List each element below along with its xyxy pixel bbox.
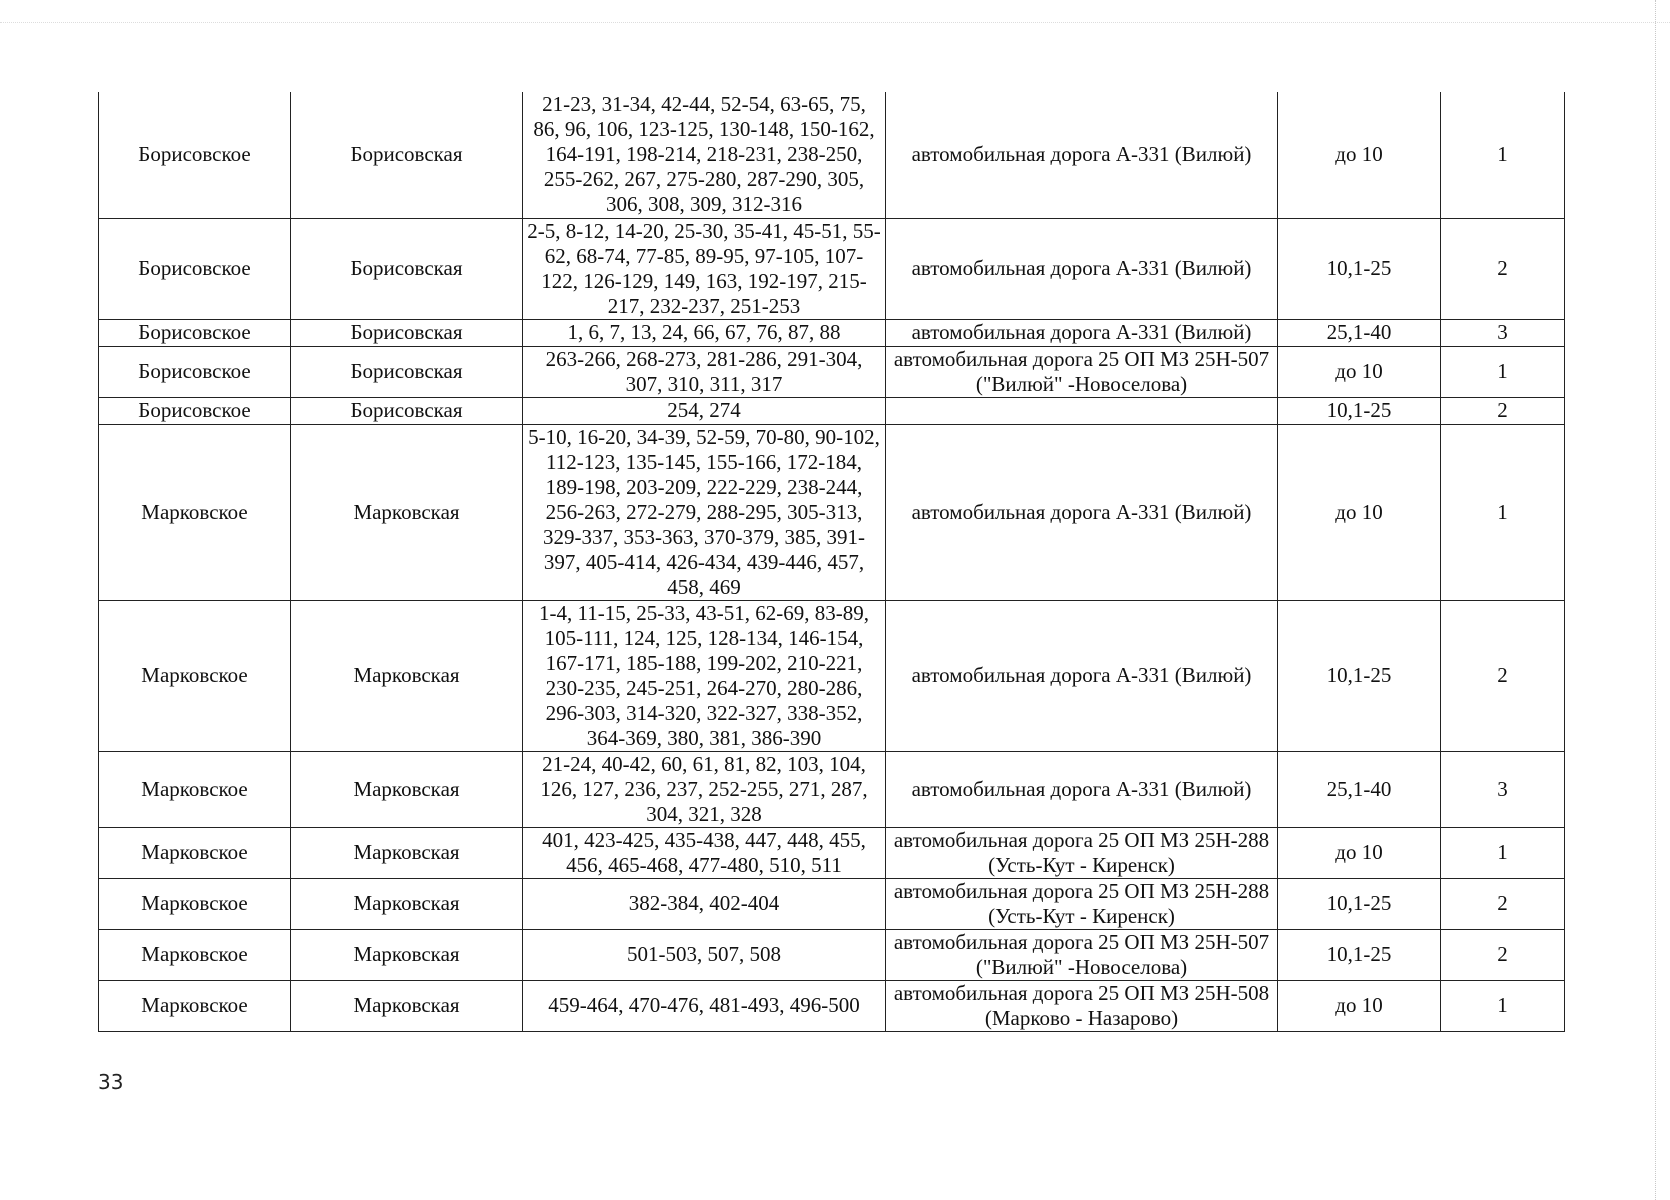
cell-settlement: Марковское xyxy=(99,878,291,929)
cell-plots: 21-24, 40-42, 60, 61, 81, 82, 103, 104, 126, 127, 236, 237, 252-255, 271, 287, 304, 321, 328 xyxy=(523,751,886,827)
cell-settlement: Борисовское xyxy=(99,397,291,424)
cell-zone: 2 xyxy=(1441,218,1565,319)
land-plots-table xyxy=(98,92,1565,1032)
cell-zone: 1 xyxy=(1441,424,1565,600)
cell-road: автомобильная дорога А-331 (Вилюй) xyxy=(886,424,1278,600)
cell-area: Марковская xyxy=(291,929,523,980)
table-row xyxy=(99,751,1565,827)
cell-distance: 10,1-25 xyxy=(1278,218,1441,319)
cell-distance: до 10 xyxy=(1278,346,1441,397)
cell-road: автомобильная дорога 25 ОП МЗ 25Н-288 (Усть-Кут - Киренск) xyxy=(886,878,1278,929)
cell-zone: 2 xyxy=(1441,397,1565,424)
cell-settlement: Марковское xyxy=(99,929,291,980)
cell-plots: 459-464, 470-476, 481-493, 496-500 xyxy=(523,980,886,1031)
cell-area: Марковская xyxy=(291,600,523,751)
cell-zone: 2 xyxy=(1441,600,1565,751)
cell-zone: 1 xyxy=(1441,827,1565,878)
page-number: 33 xyxy=(98,1070,124,1094)
cell-road: автомобильная дорога А-331 (Вилюй) xyxy=(886,218,1278,319)
cell-area: Марковская xyxy=(291,980,523,1031)
cell-distance: 10,1-25 xyxy=(1278,600,1441,751)
cell-area: Марковская xyxy=(291,424,523,600)
table-row xyxy=(99,218,1565,319)
cell-zone: 1 xyxy=(1441,980,1565,1031)
cell-plots: 501-503, 507, 508 xyxy=(523,929,886,980)
table-row xyxy=(99,346,1565,397)
table-row xyxy=(99,424,1565,600)
cell-area: Марковская xyxy=(291,878,523,929)
cell-area: Борисовская xyxy=(291,397,523,424)
cell-road xyxy=(886,397,1278,424)
cell-plots: 382-384, 402-404 xyxy=(523,878,886,929)
cell-settlement: Марковское xyxy=(99,827,291,878)
cell-settlement: Марковское xyxy=(99,980,291,1031)
table-body xyxy=(99,92,1565,1031)
cell-area: Борисовская xyxy=(291,92,523,218)
table-row xyxy=(99,929,1565,980)
cell-road: автомобильная дорога А-331 (Вилюй) xyxy=(886,600,1278,751)
cell-zone: 1 xyxy=(1441,92,1565,218)
cell-area: Марковская xyxy=(291,827,523,878)
cell-road: автомобильная дорога 25 ОП МЗ 25Н-507 ("Вилюй" -Новоселова) xyxy=(886,929,1278,980)
table-row xyxy=(99,600,1565,751)
cell-settlement: Борисовское xyxy=(99,92,291,218)
table-row xyxy=(99,878,1565,929)
cell-settlement: Борисовское xyxy=(99,346,291,397)
cell-road: автомобильная дорога 25 ОП МЗ 25Н-507 ("Вилюй" -Новоселова) xyxy=(886,346,1278,397)
cell-distance: до 10 xyxy=(1278,980,1441,1031)
cell-plots: 5-10, 16-20, 34-39, 52-59, 70-80, 90-102, 112-123, 135-145, 155-166, 172-184, 189-198, 203-209, 222-229, 238-244, 256-263, 272-279, 288-295, 305-313, 329-337, 353-363, 370-379, 385, 391-397, 405-414, 426-434, 439-446, 457, 458, 469 xyxy=(523,424,886,600)
table-row xyxy=(99,319,1565,346)
cell-settlement: Марковское xyxy=(99,424,291,600)
cell-distance: до 10 xyxy=(1278,424,1441,600)
cell-zone: 3 xyxy=(1441,751,1565,827)
cell-zone: 1 xyxy=(1441,346,1565,397)
cell-settlement: Борисовское xyxy=(99,218,291,319)
cell-zone: 2 xyxy=(1441,929,1565,980)
cell-plots: 401, 423-425, 435-438, 447, 448, 455, 456, 465-468, 477-480, 510, 511 xyxy=(523,827,886,878)
cell-plots: 1-4, 11-15, 25-33, 43-51, 62-69, 83-89, 105-111, 124, 125, 128-134, 146-154, 167-171, 185-188, 199-202, 210-221, 230-235, 245-251, 264-270, 280-286, 296-303, 314-320, 322-327, 338-352, 364-369, 380, 381, 386-390 xyxy=(523,600,886,751)
cell-plots: 1, 6, 7, 13, 24, 66, 67, 76, 87, 88 xyxy=(523,319,886,346)
cell-plots: 263-266, 268-273, 281-286, 291-304, 307, 310, 311, 317 xyxy=(523,346,886,397)
cell-area: Марковская xyxy=(291,751,523,827)
cell-zone: 3 xyxy=(1441,319,1565,346)
cell-area: Борисовская xyxy=(291,346,523,397)
cell-settlement: Марковское xyxy=(99,600,291,751)
table-row xyxy=(99,827,1565,878)
scan-edge-right xyxy=(1655,0,1657,1200)
cell-plots: 254, 274 xyxy=(523,397,886,424)
cell-settlement: Марковское xyxy=(99,751,291,827)
cell-road: автомобильная дорога А-331 (Вилюй) xyxy=(886,92,1278,218)
table-row xyxy=(99,980,1565,1031)
cell-zone: 2 xyxy=(1441,878,1565,929)
cell-distance: 25,1-40 xyxy=(1278,751,1441,827)
cell-distance: 25,1-40 xyxy=(1278,319,1441,346)
scan-edge-top xyxy=(0,22,1670,24)
cell-road: автомобильная дорога А-331 (Вилюй) xyxy=(886,751,1278,827)
cell-distance: до 10 xyxy=(1278,92,1441,218)
cell-settlement: Борисовское xyxy=(99,319,291,346)
cell-road: автомобильная дорога А-331 (Вилюй) xyxy=(886,319,1278,346)
table-row xyxy=(99,92,1565,218)
cell-area: Борисовская xyxy=(291,319,523,346)
cell-road: автомобильная дорога 25 ОП МЗ 25Н-508 (Марково - Назарово) xyxy=(886,980,1278,1031)
cell-distance: 10,1-25 xyxy=(1278,929,1441,980)
cell-road: автомобильная дорога 25 ОП МЗ 25Н-288 (Усть-Кут - Киренск) xyxy=(886,827,1278,878)
cell-distance: 10,1-25 xyxy=(1278,878,1441,929)
cell-plots: 2-5, 8-12, 14-20, 25-30, 35-41, 45-51, 55-62, 68-74, 77-85, 89-95, 97-105, 107-122, 126-129, 149, 163, 192-197, 215-217, 232-237, 251-253 xyxy=(523,218,886,319)
cell-area: Борисовская xyxy=(291,218,523,319)
cell-distance: до 10 xyxy=(1278,827,1441,878)
cell-distance: 10,1-25 xyxy=(1278,397,1441,424)
cell-plots: 21-23, 31-34, 42-44, 52-54, 63-65, 75, 86, 96, 106, 123-125, 130-148, 150-162, 164-191, 198-214, 218-231, 238-250, 255-262, 267, 275-280, 287-290, 305, 306, 308, 309, 312-316 xyxy=(523,92,886,218)
table-row xyxy=(99,397,1565,424)
